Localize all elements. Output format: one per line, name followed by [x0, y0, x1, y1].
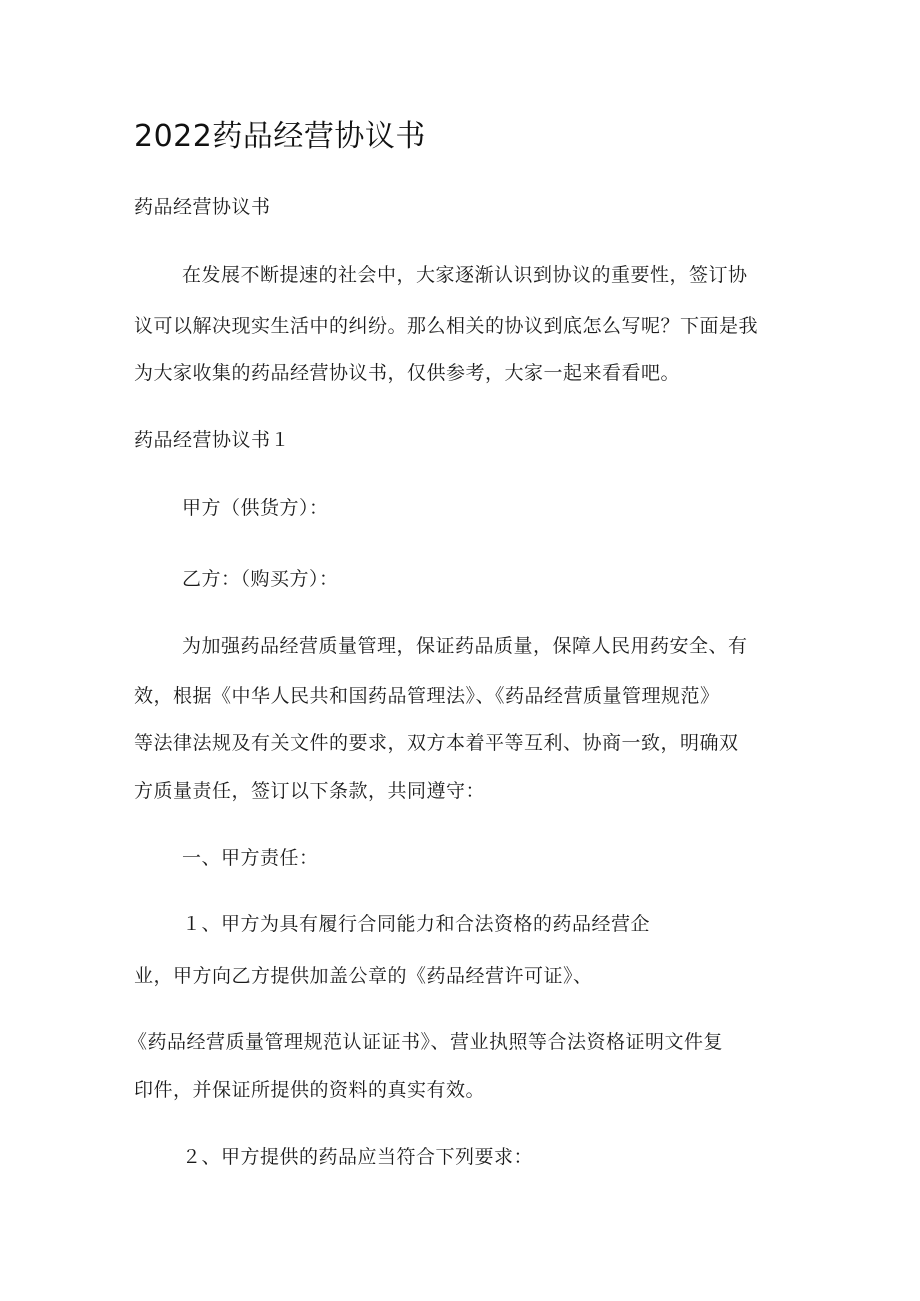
intro-line-2: 议可以解决现实生活中的纠纷。那么相关的协议到底怎么写呢？下面是我 — [134, 315, 759, 337]
section-heading: 药品经营协议书１ — [134, 429, 291, 451]
item2-line-1: ２、甲方提供的药品应当符合下列要求： — [182, 1146, 534, 1168]
item1-line-3: 《药品经营质量管理规范认证证书》、营业执照等合法资格证明文件复 — [128, 1031, 724, 1053]
purpose-line-1: 为加强药品经营质量管理，保证药品质量，保障人民用药安全、有 — [182, 635, 748, 657]
purpose-line-4: 方质量责任，签订以下条款，共同遵守： — [134, 780, 486, 802]
purpose-line-2: 效，根据《中华人民共和国药品管理法》、《药品经营质量管理规范》 — [134, 685, 720, 707]
party-b-label: 乙方：（购买方）： — [182, 568, 339, 590]
party-a-label: 甲方（供货方）： — [182, 497, 329, 519]
clause-heading: 一、甲方责任： — [182, 847, 319, 869]
item1-line-1: １、甲方为具有履行合同能力和合法资格的药品经营企 — [182, 913, 651, 935]
document-subtitle: 药品经营协议书 — [134, 196, 271, 218]
item1-line-4: 印件，并保证所提供的资料的真实有效。 — [134, 1079, 486, 1101]
purpose-line-3: 等法律法规及有关文件的要求，双方本着平等互利、协商一致，明确双 — [134, 732, 739, 754]
intro-line-3: 为大家收集的药品经营协议书，仅供参考，大家一起来看看吧。 — [134, 362, 681, 384]
intro-line-1: 在发展不断提速的社会中，大家逐渐认识到协议的重要性，签订协 — [182, 264, 748, 286]
item1-line-2: 业，甲方向乙方提供加盖公章的《药品经营许可证》、 — [134, 965, 593, 987]
document-title: 2022药品经营协议书 — [134, 119, 426, 154]
